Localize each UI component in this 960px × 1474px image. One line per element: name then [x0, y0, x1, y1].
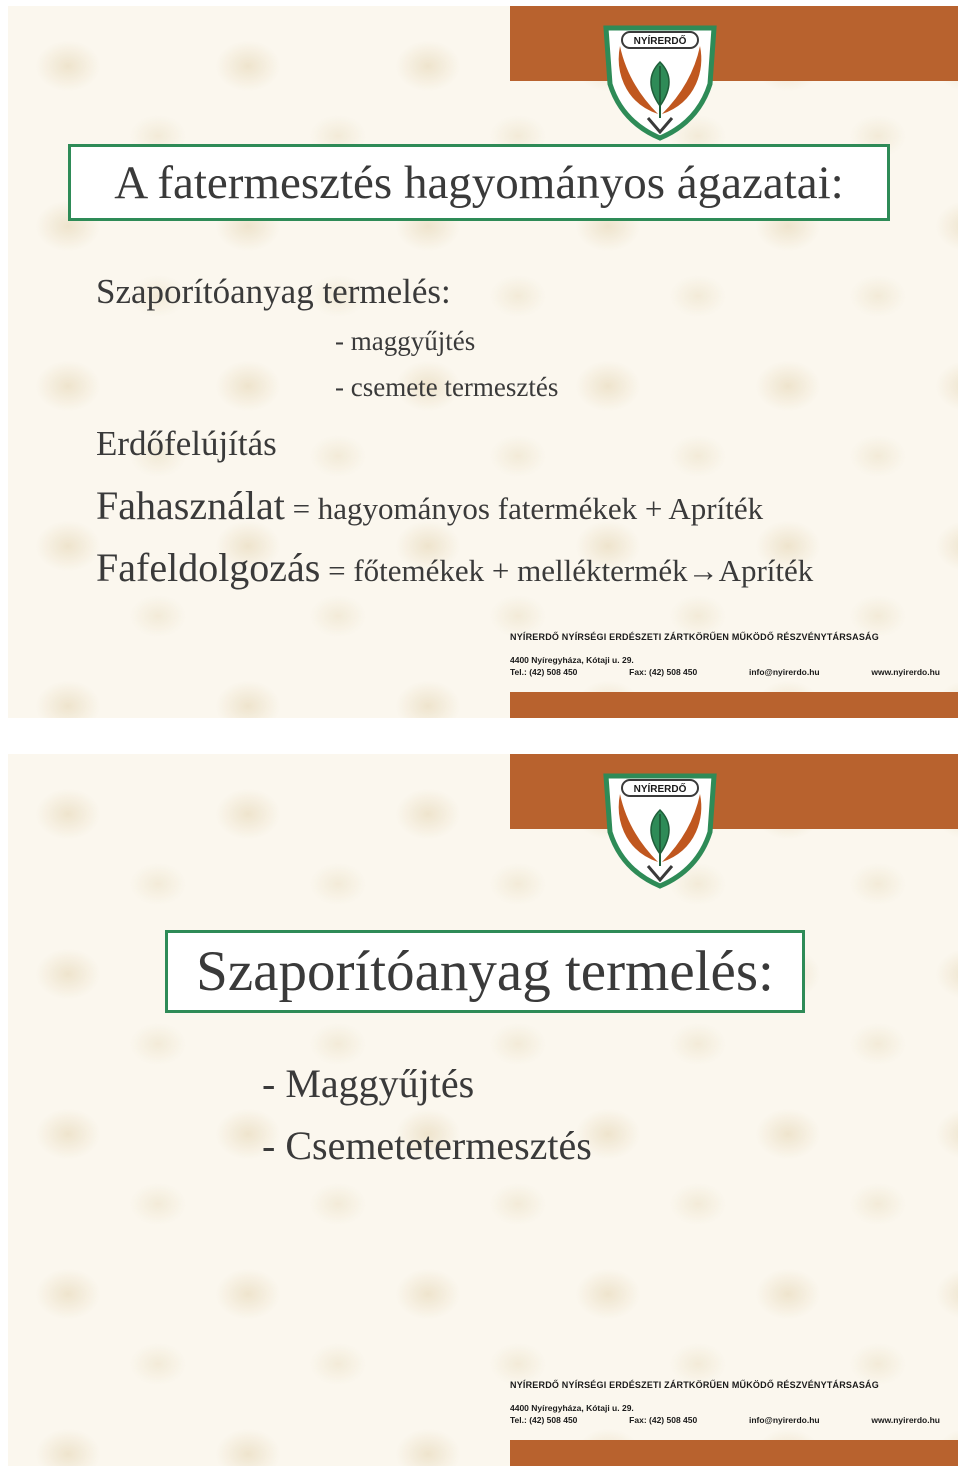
footer-fax: Fax: (42) 508 450 [629, 1415, 698, 1425]
footer-phone: Tel.: (42) 508 450 [510, 667, 578, 677]
leaf-crest-icon [598, 14, 722, 142]
logo-banner-text: NYÍRERDŐ [633, 36, 687, 47]
fafeldolgozas-label: Fafeldolgozás [96, 545, 321, 590]
sub-item-maggyujtes: - maggyűjtés [335, 326, 476, 356]
footer-fax: Fax: (42) 508 450 [629, 667, 698, 677]
footer-contacts [510, 667, 940, 677]
slide-2-title: Szaporítóanyag termelés: [165, 930, 805, 1013]
slide-1-title: A fatermesztés hagyományos ágazatai: [68, 144, 890, 221]
slide-1 [8, 6, 958, 718]
footer-company: NYÍRERDŐ NYÍRSÉGI ERDÉSZETI ZÁRTKÖRŰEN MŰKÖDŐ RÉSZVÉNYTÁRSASÁG [510, 1380, 879, 1390]
heading-szaporitoanyag: Szaporítóanyag termelés: [96, 272, 451, 311]
header-band [510, 754, 958, 829]
sub-item-csemete: - csemete termesztés [335, 372, 559, 402]
footer-email: info@nyirerdo.hu [748, 1415, 820, 1425]
footer-company: NYÍRERDŐ NYÍRSÉGI ERDÉSZETI ZÁRTKÖRŰEN MŰKÖDŐ RÉSZVÉNYTÁRSASÁG [510, 632, 879, 642]
footer-phone: Tel.: (42) 508 450 [510, 1415, 578, 1425]
item-fahasznalat [96, 482, 763, 529]
bullet-maggyujtes: - Maggyűjtés [262, 1061, 475, 1106]
footer-band [510, 692, 958, 718]
leaf-crest-icon [598, 762, 722, 890]
footer-contacts [510, 1415, 940, 1425]
footer-web: www.nyirerdo.hu [871, 1415, 940, 1425]
item-erdofelujitas: Erdőfelújítás [96, 424, 277, 463]
footer-band [510, 1440, 958, 1466]
footer-email: info@nyirerdo.hu [748, 667, 820, 677]
item-fafeldolgozas [96, 544, 813, 591]
header-band [510, 6, 958, 81]
footer-2 [510, 1380, 940, 1425]
slide-2 [8, 754, 958, 1466]
fafeldolgozas-rest: = főtemékek + melléktermék→Apríték [320, 553, 814, 588]
logo-banner-text: NYÍRERDŐ [633, 784, 687, 795]
fahasznalat-rest: = hagyományos fatermékek + Apríték [284, 491, 764, 526]
fahasznalat-label: Fahasználat [96, 483, 285, 528]
bullet-csemetetermesztes: - Csemetetermesztés [262, 1123, 592, 1168]
footer-address: 4400 Nyíregyháza, Kótaji u. 29. [510, 1403, 634, 1413]
footer-web: www.nyirerdo.hu [871, 667, 940, 677]
footer-address: 4400 Nyíregyháza, Kótaji u. 29. [510, 655, 634, 665]
footer-1 [510, 632, 940, 677]
